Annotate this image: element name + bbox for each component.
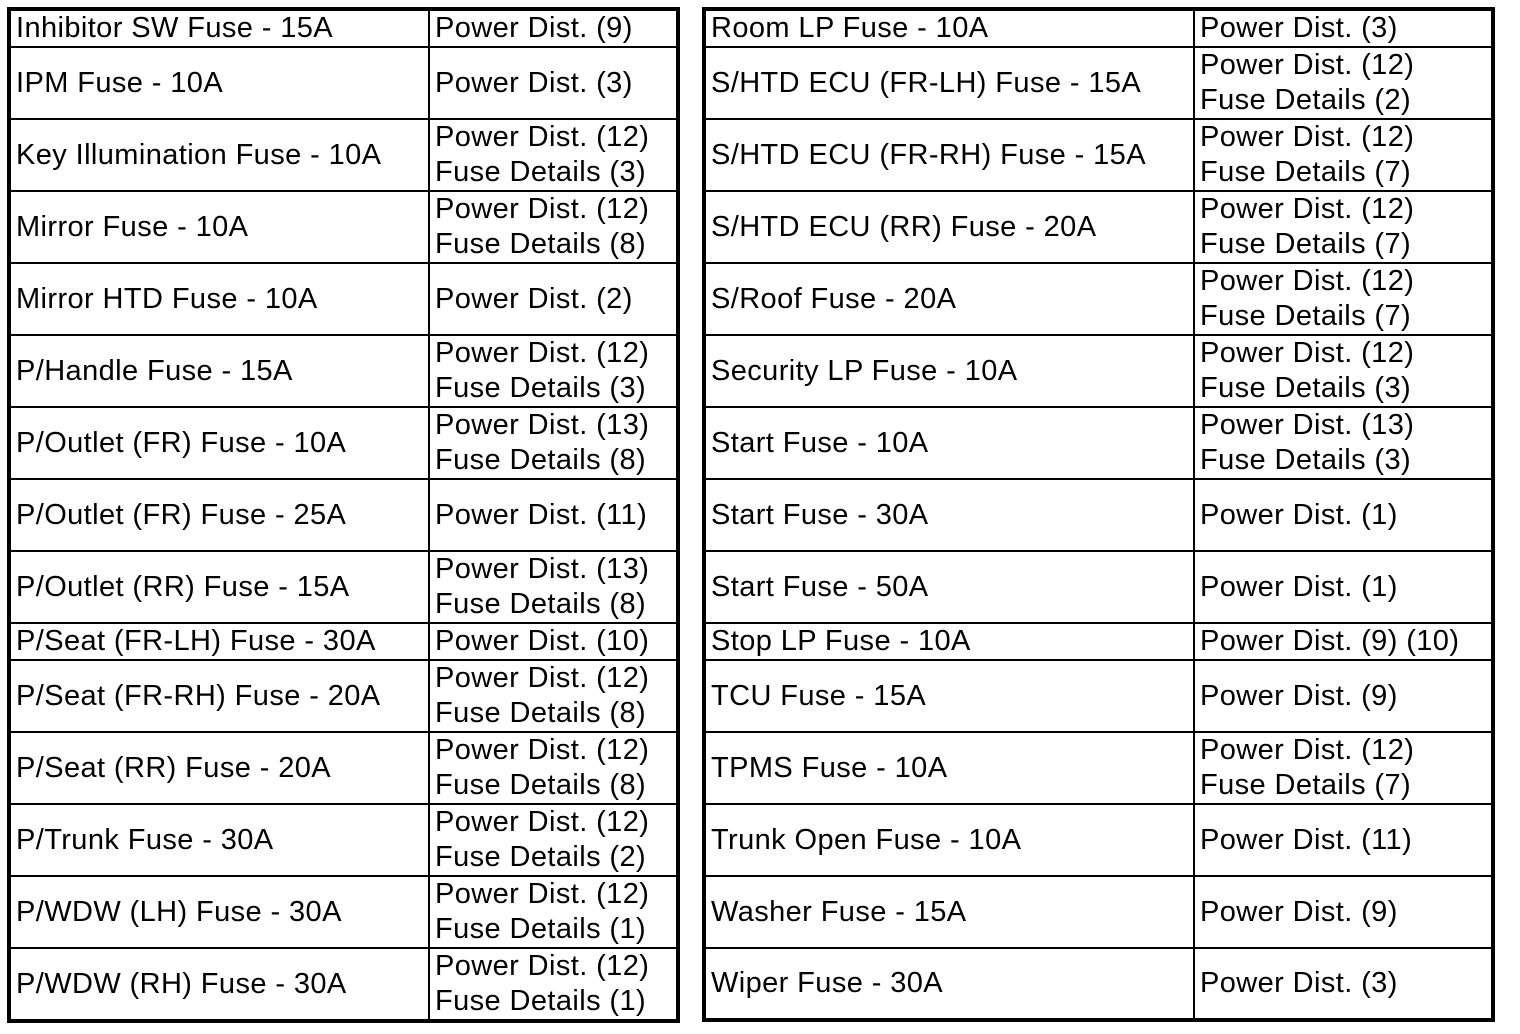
fuse-reference-cell <box>1194 732 1493 804</box>
fuse-row <box>704 407 1493 479</box>
fuse-reference-line: Power Dist. (3) <box>435 66 633 99</box>
fuse-row <box>704 804 1493 876</box>
fuse-reference-line: Power Dist. (3) <box>1200 967 1398 999</box>
fuse-reference-cell <box>429 623 678 660</box>
fuse-reference-cell <box>1194 804 1493 876</box>
fuse-reference-cell <box>429 948 678 1021</box>
fuse-name-cell: Start Fuse - 50A <box>704 551 1194 623</box>
fuse-name-cell: Start Fuse - 30A <box>704 479 1194 551</box>
fuse-row <box>9 948 678 1021</box>
fuse-name-cell: P/Seat (FR-RH) Fuse - 20A <box>9 660 429 732</box>
fuse-reference-line: Fuse Details (1) <box>435 913 647 945</box>
fuse-reference-line: Power Dist. (12) <box>435 950 650 982</box>
fuse-reference-cell <box>429 732 678 804</box>
fuse-name-cell: S/Roof Fuse - 20A <box>704 263 1194 335</box>
fuse-reference-line: Power Dist. (11) <box>1200 823 1413 856</box>
fuse-reference-line: Fuse Details (3) <box>1200 444 1412 476</box>
fuse-reference-cell <box>1194 47 1493 119</box>
fuse-reference-cell <box>1194 407 1493 479</box>
fuse-reference-line: Fuse Details (3) <box>435 372 647 404</box>
fuse-name-cell: Washer Fuse - 15A <box>704 876 1194 948</box>
fuse-row <box>9 551 678 623</box>
fuse-name-cell: S/HTD ECU (FR-LH) Fuse - 15A <box>704 47 1194 119</box>
fuse-reference-line: Power Dist. (12) <box>1200 734 1415 766</box>
fuse-reference-cell <box>1194 479 1493 551</box>
fuse-name-cell: IPM Fuse - 10A <box>9 47 429 119</box>
fuse-reference-cell <box>1194 9 1493 47</box>
fuse-name-cell: P/Outlet (RR) Fuse - 15A <box>9 551 429 623</box>
fuse-reference-line: Fuse Details (8) <box>435 444 647 476</box>
fuse-table-left-body <box>9 9 678 1021</box>
fuse-name-cell: P/Seat (FR-LH) Fuse - 30A <box>9 623 429 660</box>
fuse-reference-cell <box>1194 551 1493 623</box>
fuse-reference-line: Fuse Details (7) <box>1200 228 1412 260</box>
fuse-reference-cell <box>429 551 678 623</box>
fuse-reference-line: Power Dist. (12) <box>435 337 650 369</box>
fuse-row <box>704 335 1493 407</box>
fuse-reference-line: Fuse Details (7) <box>1200 156 1412 188</box>
fuse-name-cell: S/HTD ECU (FR-RH) Fuse - 15A <box>704 119 1194 191</box>
fuse-name-cell: Security LP Fuse - 10A <box>704 335 1194 407</box>
fuse-row <box>9 9 678 47</box>
fuse-reference-cell <box>1194 876 1493 948</box>
fuse-reference-cell <box>1194 335 1493 407</box>
fuse-row <box>704 263 1493 335</box>
fuse-reference-line: Fuse Details (2) <box>1200 84 1412 116</box>
fuse-row <box>9 804 678 876</box>
fuse-reference-cell <box>429 9 678 47</box>
fuse-reference-line: Power Dist. (12) <box>435 806 650 838</box>
fuse-reference-line: Power Dist. (12) <box>435 193 650 225</box>
fuse-name-cell: TCU Fuse - 15A <box>704 660 1194 732</box>
fuse-reference-cell <box>1194 263 1493 335</box>
fuse-reference-line: Fuse Details (8) <box>435 769 647 801</box>
fuse-reference-cell <box>429 479 678 551</box>
fuse-name-cell: Key Illumination Fuse - 10A <box>9 119 429 191</box>
fuse-row <box>704 479 1493 551</box>
fuse-row <box>704 191 1493 263</box>
fuse-reference-cell <box>429 47 678 119</box>
fuse-name-cell: Stop LP Fuse - 10A <box>704 623 1194 660</box>
fuse-reference-line: Power Dist. (11) <box>435 498 648 531</box>
fuse-reference-line: Fuse Details (2) <box>435 841 647 873</box>
fuse-reference-line: Power Dist. (9) <box>1200 895 1398 928</box>
fuse-row <box>704 119 1493 191</box>
fuse-name-cell: P/Outlet (FR) Fuse - 10A <box>9 407 429 479</box>
fuse-reference-cell <box>1194 948 1493 1020</box>
fuse-row <box>704 660 1493 732</box>
fuse-name-cell: Wiper Fuse - 30A <box>704 948 1194 1020</box>
fuse-name-cell: S/HTD ECU (RR) Fuse - 20A <box>704 191 1194 263</box>
fuse-reference-line: Power Dist. (12) <box>435 121 650 153</box>
fuse-name-cell: Start Fuse - 10A <box>704 407 1194 479</box>
fuse-reference-cell <box>1194 660 1493 732</box>
fuse-reference-line: Power Dist. (9) (10) <box>1200 625 1460 657</box>
fuse-row <box>704 9 1493 47</box>
fuse-reference-line: Power Dist. (13) <box>435 409 650 441</box>
fuse-row <box>9 876 678 948</box>
fuse-name-cell: Mirror Fuse - 10A <box>9 191 429 263</box>
fuse-row <box>9 335 678 407</box>
fuse-name-cell: P/Seat (RR) Fuse - 20A <box>9 732 429 804</box>
fuse-row <box>9 660 678 732</box>
fuse-reference-line: Fuse Details (8) <box>435 588 647 620</box>
fuse-row <box>9 623 678 660</box>
fuse-row <box>9 479 678 551</box>
fuse-reference-cell <box>1194 191 1493 263</box>
fuse-row <box>704 551 1493 623</box>
fuse-reference-line: Power Dist. (3) <box>1200 12 1398 44</box>
fuse-reference-line: Fuse Details (3) <box>1200 372 1412 404</box>
fuse-reference-line: Power Dist. (12) <box>435 662 650 694</box>
fuse-reference-line: Power Dist. (2) <box>435 282 633 315</box>
fuse-reference-line: Power Dist. (12) <box>1200 265 1415 297</box>
fuse-reference-line: Power Dist. (12) <box>1200 337 1415 369</box>
fuse-row <box>704 47 1493 119</box>
fuse-name-cell: P/Handle Fuse - 15A <box>9 335 429 407</box>
fuse-row <box>9 407 678 479</box>
fuse-reference-cell <box>1194 119 1493 191</box>
fuse-name-cell: Room LP Fuse - 10A <box>704 9 1194 47</box>
fuse-name-cell: P/WDW (RH) Fuse - 30A <box>9 948 429 1021</box>
fuse-row <box>9 263 678 335</box>
fuse-name-cell: Inhibitor SW Fuse - 15A <box>9 9 429 47</box>
fuse-row <box>704 623 1493 660</box>
fuse-reference-cell <box>429 804 678 876</box>
fuse-reference-cell <box>1194 623 1493 660</box>
fuse-reference-cell <box>429 263 678 335</box>
fuse-reference-line: Power Dist. (9) <box>435 12 633 44</box>
fuse-reference-line: Power Dist. (12) <box>1200 193 1415 225</box>
fuse-reference-line: Fuse Details (1) <box>435 985 647 1017</box>
fuse-reference-cell <box>429 119 678 191</box>
fuse-reference-cell <box>429 407 678 479</box>
fuse-reference-line: Power Dist. (12) <box>1200 49 1415 81</box>
fuse-reference-line: Power Dist. (13) <box>1200 409 1415 441</box>
fuse-row <box>9 732 678 804</box>
fuse-row <box>704 876 1493 948</box>
fuse-reference-line: Power Dist. (1) <box>1200 570 1398 603</box>
fuse-reference-cell <box>429 660 678 732</box>
fuse-reference-line: Fuse Details (7) <box>1200 300 1412 332</box>
fuse-reference-line: Power Dist. (12) <box>435 878 650 910</box>
fuse-name-cell: P/Trunk Fuse - 30A <box>9 804 429 876</box>
fuse-reference-line: Power Dist. (1) <box>1200 498 1398 531</box>
fuse-reference-cell <box>429 191 678 263</box>
fuse-reference-line: Power Dist. (12) <box>435 734 650 766</box>
fuse-row <box>704 732 1493 804</box>
fuse-reference-line: Power Dist. (13) <box>435 553 650 585</box>
fuse-name-cell: P/Outlet (FR) Fuse - 25A <box>9 479 429 551</box>
fuse-reference-cell <box>429 876 678 948</box>
fuse-reference-line: Fuse Details (8) <box>435 228 647 260</box>
fuse-row <box>9 119 678 191</box>
fuse-name-cell: TPMS Fuse - 10A <box>704 732 1194 804</box>
fuse-row <box>704 948 1493 1020</box>
fuse-name-cell: P/WDW (LH) Fuse - 30A <box>9 876 429 948</box>
fuse-name-cell: Trunk Open Fuse - 10A <box>704 804 1194 876</box>
fuse-table-right <box>702 7 1495 1022</box>
fuse-table-left <box>7 7 680 1023</box>
fuse-reference-line: Power Dist. (10) <box>435 625 650 657</box>
fuse-reference-cell <box>429 335 678 407</box>
fuse-reference-line: Fuse Details (7) <box>1200 769 1412 801</box>
fuse-reference-line: Power Dist. (12) <box>1200 121 1415 153</box>
fuse-reference-line: Power Dist. (9) <box>1200 679 1398 712</box>
fuse-reference-line: Fuse Details (3) <box>435 156 647 188</box>
fuse-reference-line: Fuse Details (8) <box>435 697 647 729</box>
fuse-table-right-body <box>704 9 1493 1020</box>
fuse-row <box>9 191 678 263</box>
fuse-row <box>9 47 678 119</box>
fuse-name-cell: Mirror HTD Fuse - 10A <box>9 263 429 335</box>
